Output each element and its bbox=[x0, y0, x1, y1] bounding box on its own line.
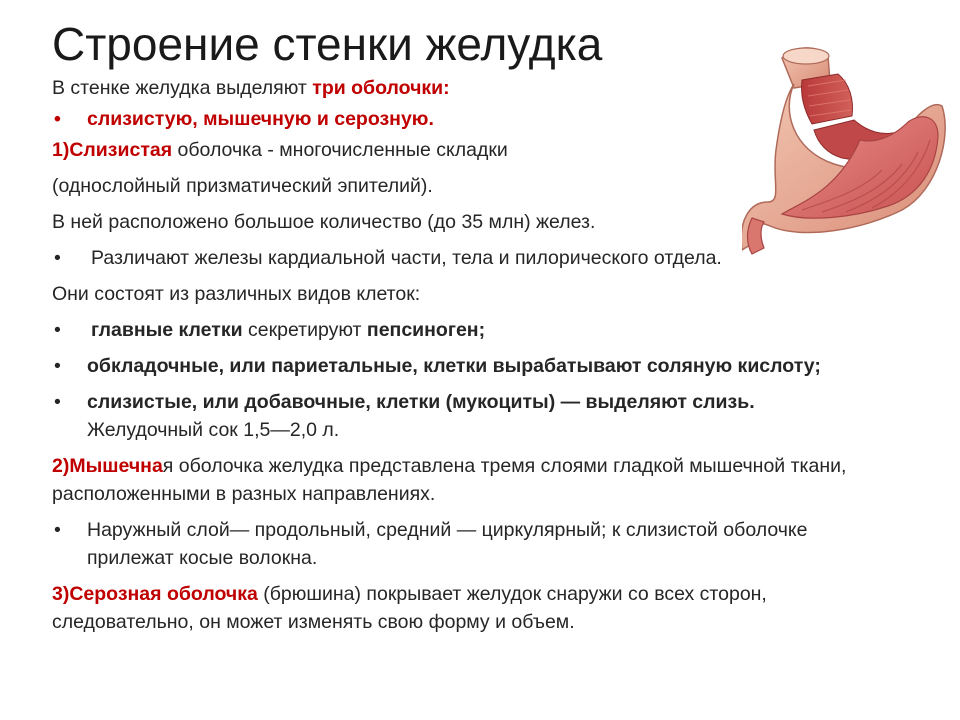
gastric-juice-text: Желудочный сок 1,5—2,0 л. bbox=[87, 419, 340, 441]
mucosa-line-3: В ней расположено большое количество (до 35 млн) желез. bbox=[52, 211, 596, 233]
muscular-paragraph bbox=[52, 452, 892, 508]
muscular-bullet bbox=[52, 516, 892, 572]
muscular-label: 2)Мышечна bbox=[52, 455, 163, 477]
intro-line bbox=[52, 74, 892, 102]
cell-text: обкладочные, или париетальные, клетки вырабатывают соляную кислоту; bbox=[87, 355, 821, 377]
bullet-icon: • bbox=[54, 391, 61, 413]
muscular-bullet-text: Наружный слой— продольный, средний — циркулярный; к слизистой оболочке прилежат косые волокна. bbox=[87, 519, 808, 569]
mucosa-heading bbox=[52, 136, 892, 164]
intro-highlight: три оболочки: bbox=[312, 77, 450, 99]
glands-bullet bbox=[52, 244, 892, 272]
serosa-label: 3)Серозная оболочка bbox=[52, 583, 258, 605]
cell-item-parietal bbox=[52, 352, 892, 380]
slide-title: Строение стенки желудка bbox=[52, 18, 603, 70]
cells-intro: Они состоят из различных видов клеток: bbox=[52, 283, 421, 305]
cell-name: главные клетки bbox=[91, 319, 243, 341]
bullet-icon: • bbox=[54, 519, 61, 541]
cell-item-mucous bbox=[52, 388, 892, 444]
layers-list-item bbox=[52, 105, 892, 133]
intro-text: В стенке желудка выделяют bbox=[52, 77, 313, 99]
cell-text: слизистые, или добавочные, клетки (мукоциты) — выделяют слизь. bbox=[87, 391, 755, 413]
cell-product: пепсиноген; bbox=[366, 319, 486, 341]
cell-item-chief bbox=[52, 316, 892, 344]
muscular-text: я оболочка желудка представлена тремя слоями гладкой мышечной ткани, расположенными в разных направлениях. bbox=[52, 455, 847, 505]
bullet-icon: • bbox=[54, 108, 61, 130]
glands-text: Различают железы кардиальной части, тела и пилорического отдела. bbox=[91, 247, 722, 269]
serosa-text: (брюшина) покрывает желудок снаружи со всех сторон, следовательно, он может изменять свою форму и объем. bbox=[52, 583, 767, 633]
serosa-paragraph bbox=[52, 580, 892, 636]
bullet-icon: • bbox=[54, 247, 61, 269]
bullet-icon: • bbox=[54, 319, 61, 341]
cell-text: секретируют bbox=[242, 319, 367, 341]
bullet-icon: • bbox=[54, 355, 61, 377]
mucosa-text: оболочка - многочисленные складки bbox=[172, 139, 508, 161]
mucosa-label: 1)Слизистая bbox=[52, 139, 173, 161]
layers-list-text: слизистую, мышечную и серозную. bbox=[87, 108, 434, 130]
mucosa-line-2: (однослойный призматический эпителий). bbox=[52, 175, 433, 197]
